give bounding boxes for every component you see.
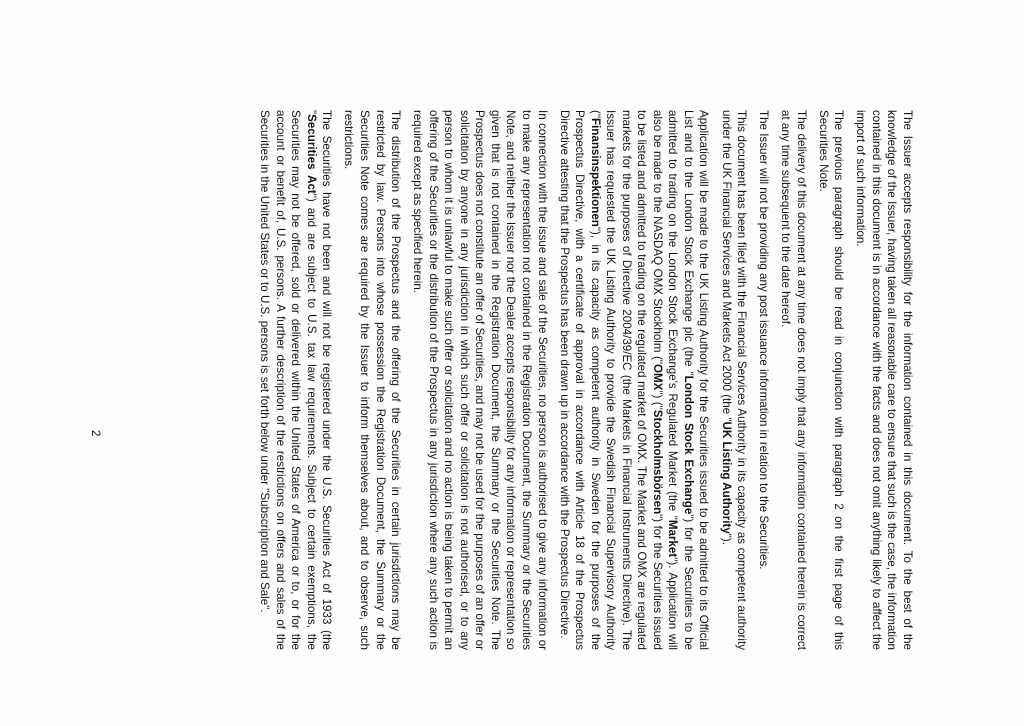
- paragraph: [341, 110, 403, 650]
- text-run: ") and are subject to U.S. tax law requirements. Subject to certain exemptions, the Securities may not be offered, sold or delivered within the United States of America or to, or for the account or benefit of, U.S. persons. A further description of the restrictions on offers and sales of the Securities in the United States or to U.S. persons is set forth below under "Subscription and Sale".: [258, 110, 318, 650]
- text-run: The Issuer accepts responsibility for the information contained in this document. To the best of the knowledge of the Issuer, having taken all reasonable care to ensure that such is the case, the information contained in this document is in accordance with the facts and does not omit anything likely to affect the import of such information.: [854, 110, 914, 650]
- text-run: In connection with the issue and sale of the Securities, no person is authorised to give any information or to make any representation not contained in the Registration Document, the Summary or the Securities Note, and neither the Issuer nor the Dealer accepts responsibility for any information or representation so given that is not contained in the Registration Document, the Summary or the Securities Note. The Prospectus does not constitute an offer of Securities, and may not be used for the purposes of an offer or solicitation by anyone in any jurisdiction in which such offer or solicitation is not authorised, or to any person to whom it is unlawful to make such offer or solicitation and no action is being taken to permit an offering of the Securities or the distribution of the Prospectus in any jurisdiction where any such action is required except as specified herein.: [411, 110, 549, 650]
- paragraph: [556, 110, 711, 650]
- paragraph: [410, 110, 550, 650]
- defined-term: Market: [666, 519, 680, 558]
- text-run: ") (": [650, 390, 664, 410]
- paragraph: [257, 110, 335, 650]
- text-run: Application will be made to the UK Listing Authority for the Securities issued to be admitted to its Official List and to the London Stock Exchange plc (the ": [681, 110, 711, 650]
- defined-term: Stockholmsbörsen: [650, 409, 664, 515]
- text-run: This document has been filed with the Financial Services Authority in its capacity as competent authority under the UK Financial Services and Markets Act 2000 (the ": [719, 110, 749, 650]
- text-run: The Securities have not been and will not be registered under the U.S. Securities Act of 1933 (the ": [304, 110, 334, 650]
- text-run: The delivery of this document at any time does not imply that any information contained herein is correct at any time subsequent to the date hereof.: [779, 110, 808, 650]
- text-run: "). Application will also be made to the NASDAQ OMX Stockholm (": [650, 110, 680, 650]
- defined-term: UK Listing Authority: [719, 421, 733, 534]
- text-run: The Issuer will not be providing any post issuance information in relation to the Securities.: [757, 110, 771, 570]
- paragraph: [756, 110, 772, 650]
- text-run: ").: [719, 533, 733, 545]
- defined-term: London Stock Exchange: [681, 375, 695, 515]
- paragraph: [853, 110, 915, 650]
- page-number: 2: [89, 430, 102, 437]
- defined-term: OMX: [650, 363, 664, 391]
- paragraph: [718, 110, 749, 650]
- text-run: "), in its capacity as competent authority in Sweden for the purposes of the Prospectus Directive, with a certificate of approval in accordance with Article 18 of the Prospectus Directive attesting that the Prospectus has been drawn up in accordance with the Prospectus Directive.: [557, 110, 602, 650]
- text-run: The previous paragraph should be read in conjunction with paragraph 2 on the first page of this Securities Note.: [816, 110, 846, 650]
- text-run: The distribution of the Prospectus and the offering of the Securities in certain jurisdictions may be restricted by law. Persons into whose possession the Registration Document, the Summary or the Securities Note comes are required by the Issuer to inform themselves about, and to observe, such restrictions.: [342, 110, 403, 650]
- text-run: ") for the Securities issued to be listed and admitted to trading on the regulated market of OMX. The Market and OMX are regulated markets for the purposes of Directive 2004/39/EC (the Markets in Financial Instruments Directive). The Issuer has requested the UK Listing Authority to provide the Swedish Financial Supervisory Authority (": [588, 110, 664, 650]
- paragraph: [815, 110, 846, 650]
- defined-term: Securities Act: [304, 114, 318, 194]
- defined-term: Finansinspektionen: [588, 117, 602, 227]
- text-column: [250, 110, 915, 650]
- paragraph: [778, 110, 809, 650]
- text-run: ") for the Securities to be admitted to trading on the London Stock Exchange's Regulated Market (the ": [666, 110, 695, 651]
